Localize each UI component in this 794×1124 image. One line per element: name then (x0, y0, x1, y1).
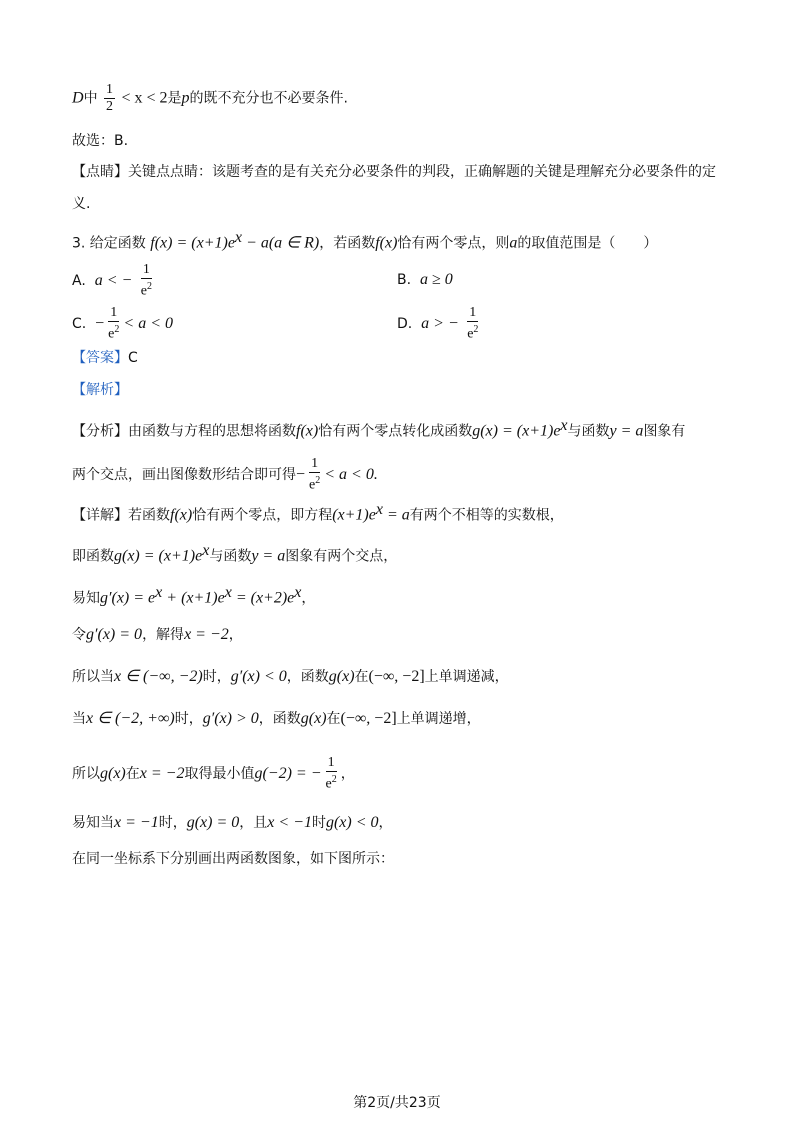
jiexi-heading: 【解析】 (72, 382, 128, 398)
fraction: $\frac{1}{2}$ (106, 82, 114, 114)
line-d-condition: D中 $\frac{1}{2}$ < x < 2是p的既不充分也不必要条件. (72, 82, 348, 114)
ji-line: 即函数$g(x) = (x+1)e^x$与函数y = a图象有两个交点， (72, 542, 398, 565)
option-c: C. − $\frac{1}{e^2}$ < a < 0 (72, 305, 173, 342)
zero-line: 易知当x = −1时，g(x) = 0，且x < −1时g(x) < 0， (72, 814, 393, 831)
option-d: D. a > − $\frac{1}{e^2}$ (397, 305, 479, 342)
increasing-line: 当x ∈ (−2, +∞)时，g′(x) > 0，函数g(x)在(−∞, −2]上单调递增， (72, 710, 481, 727)
option-b: B. a ≥ 0 (397, 271, 453, 288)
dianjing-cont: 义. (72, 196, 91, 212)
derivative-line: 易知$g'(x) = e^x + (x+1)e^x = (x+2)e^x$， (72, 584, 316, 607)
answer-line: 【答案】C (72, 350, 138, 366)
math-inequality: < x < 2 (121, 89, 168, 107)
ling-line: 令g′(x) = 0，解得x = −2， (72, 626, 243, 643)
minimum-line: 所以g(x)在x = −2取得最小值g(−2) = − $\frac{1}{e^2}$ ， (72, 755, 355, 792)
answer-selection: 故选：B. (72, 133, 129, 149)
dianjing-line: 【点睛】关键点点睛：该题考查的是有关充分必要条件的判段，正确解题的关键是理解充分必要条件的定 (72, 164, 716, 180)
option-a: A. a < − $\frac{1}{e^2}$ (72, 262, 152, 299)
fenxi-line-2: 两个交点，画出图像数形结合即可得− $\frac{1}{e^2}$ < a < 0. (72, 456, 378, 493)
page-footer: 第2页/共23页 (353, 1095, 441, 1111)
xiangjie-line: 【详解】若函数f(x)恰有两个零点，即方程$(x+1)e^x = a$有两个不相等的实数根， (72, 501, 564, 524)
plot-intro-line: 在同一坐标系下分别画出两函数图象，如下图所示： (72, 851, 394, 867)
fenxi-line-1: 【分析】由函数与方程的思想将函数f(x)恰有两个零点转化成函数$g(x) = (x+1)e^x$与函数y = a图象有 (72, 417, 686, 440)
decreasing-line: 所以当x ∈ (−∞, −2)时，g′(x) < 0，函数g(x)在(−∞, −2]上单调递减， (72, 668, 509, 685)
question-3: 3. 给定函数 $f(x) = (x+1)e^x - a(a$ ∈ R)，若函数f(x)恰有两个零点，则a的取值范围是（ ） (72, 229, 658, 252)
